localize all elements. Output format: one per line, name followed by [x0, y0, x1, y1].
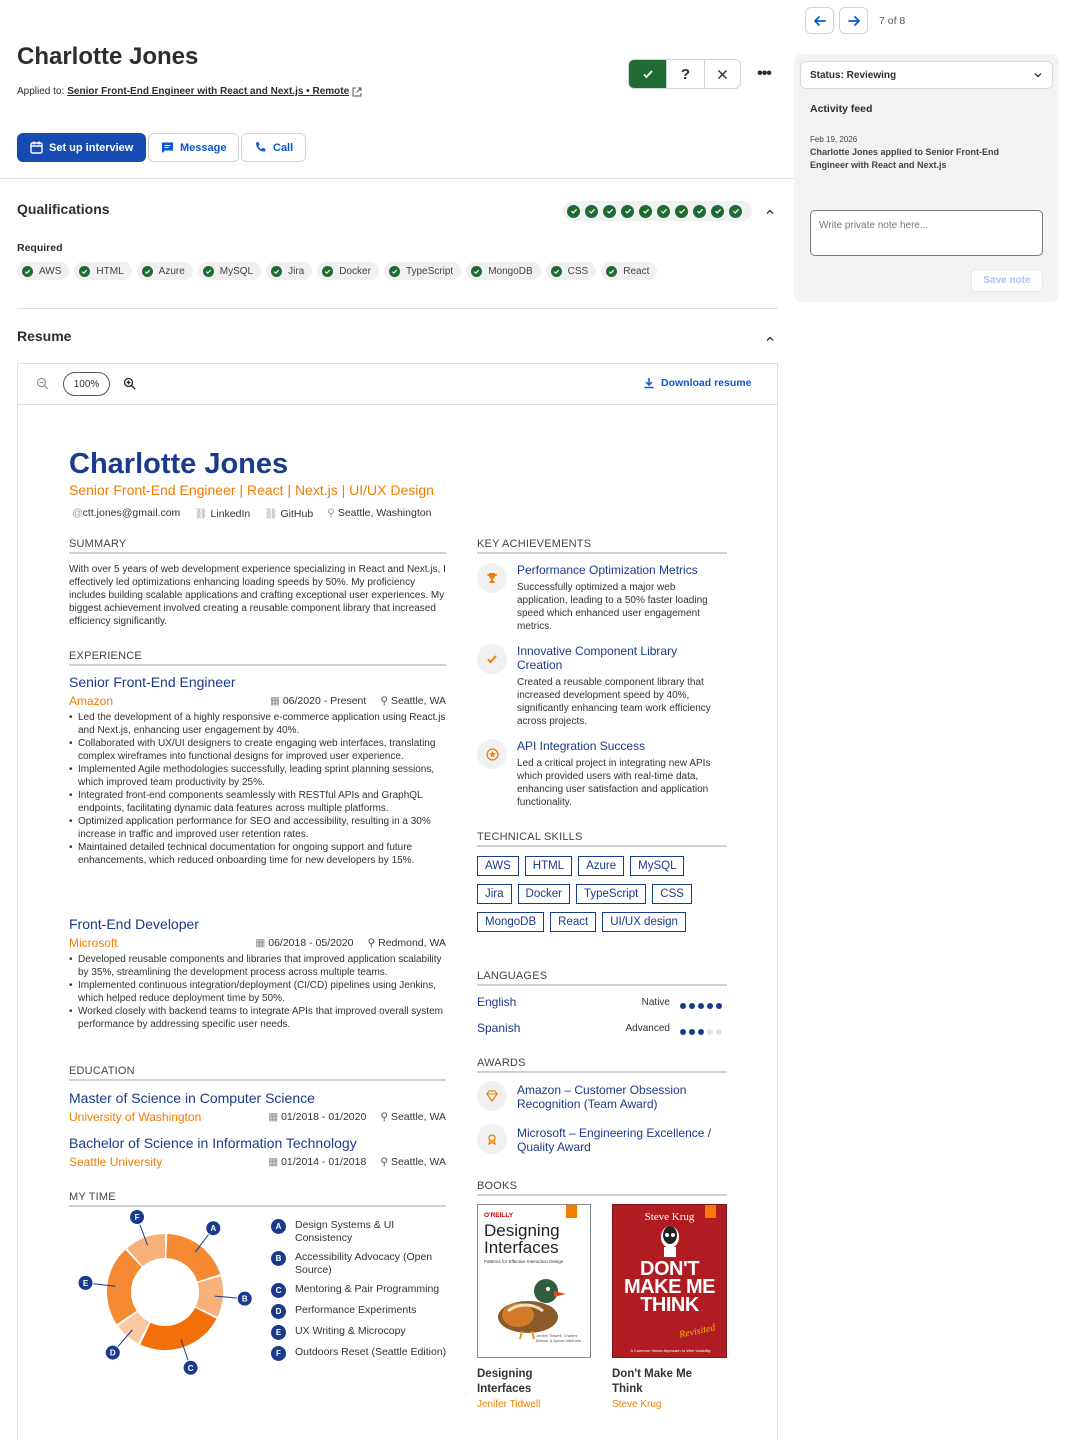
- qualification-met-icon: [603, 205, 616, 218]
- job-bullets: [69, 711, 446, 867]
- qualification-met-icon: [585, 205, 598, 218]
- skill-tag: TypeScript: [576, 884, 646, 904]
- qualification-label: MongoDB: [488, 265, 533, 277]
- download-resume-button[interactable]: [643, 377, 751, 389]
- mytime-legend-item: [271, 1283, 451, 1298]
- qualification-label: Docker: [339, 265, 371, 277]
- resume-email: ctt.jones@gmail.com: [82, 507, 181, 519]
- education-dates: 01/2014 - 01/2018: [281, 1156, 367, 1168]
- school-name: Seattle University: [69, 1155, 163, 1169]
- book-cover-subtitle: A Common Sense Approach to Web Usability: [630, 1348, 711, 1353]
- qualification-label: AWS: [39, 265, 62, 277]
- qualification-label: Jira: [288, 265, 305, 277]
- proficiency-dot: [716, 1003, 722, 1009]
- education-meta: [268, 1111, 446, 1123]
- achievement-desc: Led a critical project in integrating new APIs which provided users with real-time data, enhancing user satisfaction and application functionality.: [517, 758, 711, 808]
- check-circle-icon: [142, 266, 153, 277]
- achievements-heading: KEY ACHIEVEMENTS: [477, 538, 727, 554]
- applied-to-line: [17, 86, 362, 97]
- qualification-met-icon: [675, 205, 688, 218]
- book-cover-author: Steve Krug: [644, 1211, 695, 1223]
- language-name: Spanish: [477, 1021, 521, 1035]
- qualification-label: MySQL: [219, 265, 254, 277]
- email-item: [72, 507, 180, 520]
- mytime-legend-item: [271, 1251, 451, 1277]
- language-level: Native: [641, 997, 670, 1008]
- skill-tag: HTML: [525, 856, 572, 876]
- legend-letter-badge: A: [271, 1219, 286, 1234]
- job-title: Front-End Developer: [69, 916, 199, 932]
- applied-job-link[interactable]: Senior Front-End Engineer with React and Next.js • Remote: [67, 86, 350, 97]
- location-pin-icon: ⚲: [380, 1156, 389, 1168]
- skill-tag: React: [550, 912, 596, 932]
- qualification-met-icon: [711, 205, 724, 218]
- bookmark-icon: [566, 1205, 577, 1218]
- call-button[interactable]: [241, 133, 306, 162]
- qualification-label: CSS: [567, 265, 589, 277]
- job-meta: [270, 695, 446, 707]
- resume-toolbar-divider: [17, 404, 778, 405]
- award-title: Amazon – Customer Obsession Recognition (Team Award): [517, 1083, 687, 1111]
- books-heading: BOOKS: [477, 1180, 727, 1196]
- donut-label-letter: D: [109, 1348, 116, 1358]
- experience-heading: EXPERIENCE: [69, 650, 446, 666]
- qualification-chip: [384, 262, 461, 280]
- external-link-icon: [352, 87, 362, 97]
- job-location-item: [380, 695, 446, 707]
- legend-letter-badge: E: [271, 1325, 286, 1340]
- qualification-chip: [546, 262, 597, 280]
- job-location-item: [367, 937, 446, 949]
- qualification-label: React: [623, 265, 650, 277]
- achievement-title: Innovative Component Library Creation: [517, 644, 678, 672]
- resume-headline: Senior Front-End Engineer | React | Next.js | UI/UX Design: [69, 482, 434, 498]
- resume-linkedin: LinkedIn: [210, 508, 251, 520]
- at-icon: @: [72, 507, 83, 519]
- languages-heading: LANGUAGES: [477, 970, 727, 986]
- skill-tag: CSS: [652, 884, 692, 904]
- skill-tag: Docker: [518, 884, 570, 904]
- calendar-icon: ▦: [255, 937, 266, 949]
- qualification-met-icon: [693, 205, 706, 218]
- check-circle-icon: [389, 266, 400, 277]
- education-location: Seattle, WA: [390, 1156, 446, 1168]
- education-dates-item: [268, 1111, 366, 1123]
- education-location-item: [380, 1156, 446, 1168]
- job-bullet: • Integrated front-end components seamlessly with RESTful APIs and GraphQL endpoints, facilitating dynamic data features across multiple platforms.: [69, 789, 446, 815]
- donut-label-letter: B: [241, 1294, 248, 1304]
- star-badge-icon: [477, 739, 507, 769]
- job-location: Seattle, WA: [390, 695, 446, 707]
- activity-feed-title: Activity feed: [810, 103, 873, 115]
- calendar-icon: [30, 141, 43, 154]
- duck-illustration: [488, 1267, 568, 1342]
- zoom-out-icon: [36, 377, 49, 390]
- qualification-chip: [466, 262, 540, 280]
- school-name: University of Washington: [69, 1110, 202, 1124]
- qualification-chip: [137, 262, 193, 280]
- achievement-title: API Integration Success: [517, 739, 646, 753]
- calendar-icon: ▦: [268, 1111, 279, 1123]
- legend-label: Outdoors Reset (Seattle Edition): [295, 1346, 447, 1358]
- job-bullets: [69, 953, 446, 1031]
- message-icon: [161, 141, 174, 154]
- legend-letter-badge: B: [271, 1251, 286, 1266]
- side-panel: [794, 54, 1059, 302]
- chevron-up-icon: [765, 207, 775, 217]
- status-dropdown[interactable]: [800, 61, 1053, 89]
- question-icon: ?: [680, 65, 691, 83]
- legend-letter-badge: C: [271, 1283, 286, 1298]
- header-divider: [0, 178, 794, 179]
- setup-interview-label: Set up interview: [49, 141, 134, 154]
- job-title: Senior Front-End Engineer: [69, 674, 236, 690]
- github-item: [264, 507, 313, 520]
- link-icon: ⛓: [194, 508, 208, 520]
- donut-label-letter: C: [187, 1363, 194, 1373]
- achievement-item: [517, 644, 722, 728]
- book-cover-title: Designing Interfaces: [484, 1221, 560, 1257]
- skills-row: [477, 912, 727, 940]
- activity-date: Feb 19, 2026: [810, 135, 858, 144]
- book-title: Designing Interfaces: [477, 1368, 533, 1395]
- mytime-legend-item: [271, 1219, 451, 1245]
- close-icon: [717, 69, 728, 80]
- achievement-item: [517, 563, 722, 633]
- legend-letter-badge: D: [271, 1304, 286, 1319]
- qualification-met-icon: [567, 205, 580, 218]
- education-dates: 01/2018 - 01/2020: [281, 1111, 367, 1123]
- skill-tag: Azure: [578, 856, 624, 876]
- skill-tag: AWS: [477, 856, 519, 876]
- donut-slice-c: [140, 1308, 216, 1350]
- job-location: Redmond, WA: [378, 937, 446, 949]
- status-value: Status: Reviewing: [810, 69, 897, 81]
- book-cover-authors: Jenifer Tidwell, Charles Brewer & Aynne Valencia: [536, 1333, 581, 1343]
- book-cover-subtitle: Patterns for Effective Interaction Design: [484, 1259, 564, 1264]
- interested-button[interactable]: [629, 60, 666, 88]
- resume-title: Resume: [17, 328, 72, 344]
- skill-tag: UI/UX design: [602, 912, 686, 932]
- qualification-met-icon: [639, 205, 652, 218]
- mytime-heading: MY TIME: [69, 1191, 446, 1207]
- language-name: English: [477, 995, 517, 1009]
- summary-text: With over 5 years of web development experience specializing in React and Next.js, I effectively led optimizations enhancing loading speeds by 50%. My proficiency includes building scalable applications and crafting exceptional user experiences. My biggest achievement involved creating a reusable component library that increased efficiency significantly.: [69, 564, 446, 627]
- check-circle-icon: [322, 266, 333, 277]
- location-pin-icon: ⚲: [327, 507, 335, 519]
- proficiency-dot: [680, 1003, 686, 1009]
- legend-label: Accessibility Advocacy (Open Source): [295, 1251, 433, 1276]
- language-dots: [677, 996, 722, 1014]
- check-circle-icon: [203, 266, 214, 277]
- qualification-met-icon: [729, 205, 742, 218]
- job-bullet: • Collaborated with UX/UI designers to create engaging web interfaces, translating complex wireframes into functional designs for improved user experience.: [69, 737, 446, 763]
- book-cover-publisher: O'REILLY: [484, 1212, 514, 1219]
- resume-github: GitHub: [280, 508, 314, 520]
- legend-label: Mentoring & Pair Programming: [295, 1283, 440, 1295]
- qualification-met-icon: [657, 205, 670, 218]
- qualification-chips: [17, 262, 662, 280]
- reject-button[interactable]: [704, 60, 740, 88]
- zoom-out-button[interactable]: [36, 377, 49, 395]
- collapse-resume-button[interactable]: [765, 331, 775, 349]
- degree-title: Master of Science in Computer Science: [69, 1090, 315, 1106]
- check-icon: [642, 68, 654, 80]
- link-icon: ⛓: [264, 508, 278, 520]
- candidate-name: Charlotte Jones: [17, 43, 199, 70]
- book-title: Don't Make Me Think: [612, 1368, 693, 1395]
- job-dates: 06/2020 - Present: [282, 695, 367, 707]
- skills-row: [477, 884, 727, 912]
- mytime-legend-item: [271, 1304, 451, 1319]
- qualification-label: HTML: [96, 265, 124, 277]
- degree-title: Bachelor of Science in Information Technology: [69, 1135, 357, 1151]
- awards-heading: AWARDS: [477, 1057, 727, 1073]
- qualification-label: TypeScript: [405, 265, 454, 277]
- decision-group: [628, 59, 741, 89]
- qualification-chip: [317, 262, 379, 280]
- language-level: Advanced: [625, 1023, 670, 1034]
- collapse-qualifications-button[interactable]: [765, 204, 775, 222]
- achievement-item: [517, 739, 722, 809]
- message-button[interactable]: [148, 133, 239, 162]
- job-dates: 06/2018 - 05/2020: [268, 937, 354, 949]
- proficiency-dot: [680, 1029, 686, 1035]
- qualification-chip: [601, 262, 657, 280]
- legend-label: Design Systems & UI Consistency: [295, 1219, 395, 1244]
- location-item: [327, 507, 431, 520]
- diamond-icon: [477, 1081, 507, 1111]
- mytime-donut-chart: [69, 1210, 264, 1380]
- legend-label: UX Writing & Microcopy: [295, 1325, 406, 1337]
- location-pin-icon: ⚲: [380, 1111, 389, 1123]
- job-company: Microsoft: [69, 936, 118, 950]
- qualification-chip: [17, 262, 69, 280]
- achievement-desc: Created a reusable component library that increased development speed by 40%, significantly enhancing team work efficiency across projects.: [517, 677, 711, 727]
- download-resume-label: Download resume: [661, 377, 752, 389]
- job-meta: [255, 937, 446, 949]
- more-options-button[interactable]: [752, 64, 776, 84]
- education-heading: EDUCATION: [69, 1065, 446, 1081]
- location-pin-icon: ⚲: [367, 937, 376, 949]
- education-location: Seattle, WA: [390, 1111, 446, 1123]
- donut-label-letter: E: [82, 1278, 89, 1288]
- linkedin-item: [194, 507, 250, 520]
- required-label: Required: [17, 242, 63, 254]
- donut-label-letter: F: [134, 1213, 140, 1223]
- achievement-title: Performance Optimization Metrics: [517, 563, 698, 577]
- calendar-icon: ▦: [269, 695, 280, 707]
- proficiency-dot: [707, 1003, 713, 1009]
- arrow-right-icon: [847, 14, 861, 28]
- skills-heading: TECHNICAL SKILLS: [477, 831, 727, 847]
- check-circle-icon: [551, 266, 562, 277]
- qualification-chip: [198, 262, 261, 280]
- location-pin-icon: ⚲: [380, 695, 389, 707]
- maybe-button[interactable]: [666, 60, 703, 88]
- check-circle-icon: [22, 266, 33, 277]
- proficiency-dot: [716, 1029, 722, 1035]
- bookmark-icon: [705, 1205, 716, 1218]
- mytime-legend-item: [271, 1325, 451, 1340]
- achievement-desc: Successfully optimized a major web application, leading to a 50% faster loading speed which enhanced user engagement metrics.: [517, 582, 708, 632]
- donut-label-letter: A: [210, 1224, 217, 1234]
- activity-text: Charlotte Jones applied to Senior Front-End Engineer with React and Next.js: [810, 147, 1000, 170]
- job-bullet: • Maintained detailed technical documentation for ongoing support and future enhancements, which reduced onboarding time for new developers by 15%.: [69, 841, 446, 867]
- skills-row: [477, 856, 727, 884]
- job-bullet: • Led the development of a highly responsive e-commerce application using React.js and Next.js, enhancing user engagement by 40%.: [69, 711, 446, 737]
- skill-tag: Jira: [477, 884, 512, 904]
- book-author: Steve Krug: [612, 1399, 662, 1410]
- mytime-legend: [271, 1219, 451, 1361]
- qualifications-title: Qualifications: [17, 201, 110, 217]
- check-icon: [477, 644, 507, 674]
- check-circle-icon: [79, 266, 90, 277]
- book-cover-dont-make-me-think: [612, 1204, 727, 1358]
- legend-label: Performance Experiments: [295, 1304, 417, 1316]
- private-note-input[interactable]: Write private note here...: [810, 210, 1043, 256]
- book-author: Jenifer Tidwell: [477, 1399, 541, 1410]
- proficiency-dot: [698, 1003, 704, 1009]
- calendar-icon: ▦: [268, 1156, 279, 1168]
- qualification-met-icon: [621, 205, 634, 218]
- job-bullet: • Implemented continuous integration/deployment (CI/CD) pipelines using Jenkins, which helped reduce deployment time by 50%.: [69, 979, 446, 1005]
- job-bullet: • Optimized application performance for SEO and accessibility, resulting in a 30% increase in traffic and improved user retention rates.: [69, 815, 446, 841]
- check-circle-icon: [471, 266, 482, 277]
- job-dates-item: [255, 937, 353, 949]
- check-circle-icon: [271, 266, 282, 277]
- qualification-label: Azure: [158, 265, 185, 277]
- zoom-in-button[interactable]: [123, 377, 136, 395]
- book-cover-designing-interfaces: [477, 1204, 591, 1358]
- message-label: Message: [180, 141, 227, 154]
- resume-contact: [72, 507, 431, 520]
- summary-heading: SUMMARY: [69, 538, 446, 554]
- chevron-down-icon: [1033, 70, 1043, 80]
- download-icon: [643, 377, 655, 389]
- resume-location: Seattle, Washington: [337, 507, 432, 519]
- proficiency-dot: [689, 1003, 695, 1009]
- arrow-left-icon: [813, 14, 827, 28]
- legend-letter-badge: F: [271, 1346, 286, 1361]
- job-bullet: • Implemented Agile methodologies successfully, leading sprint planning sessions, which improved team productivity by 25%.: [69, 763, 446, 789]
- skill-tag: MySQL: [630, 856, 684, 876]
- save-note-button[interactable]: Save note: [971, 269, 1043, 292]
- previous-candidate-button[interactable]: [805, 7, 834, 34]
- call-label: Call: [273, 141, 294, 154]
- donut-slice-a: [166, 1234, 220, 1281]
- proficiency-dot: [707, 1029, 713, 1035]
- zoom-in-icon: [123, 377, 136, 390]
- job-dates-item: [270, 695, 366, 707]
- proficiency-dot: [698, 1029, 704, 1035]
- award-title: Microsoft – Engineering Excellence / Quality Award: [517, 1126, 712, 1154]
- proficiency-dot: [689, 1029, 695, 1035]
- book-cover-tag: Revisited: [678, 1322, 717, 1341]
- mytime-legend-item: [271, 1346, 451, 1361]
- more-icon: •••: [757, 65, 771, 82]
- education-dates-item: [268, 1156, 366, 1168]
- phone-icon: [254, 141, 267, 154]
- skill-tag: MongoDB: [477, 912, 544, 932]
- qualifications-divider: [17, 308, 778, 309]
- zoom-level[interactable]: 100%: [63, 372, 110, 396]
- language-dots: [677, 1022, 722, 1040]
- setup-interview-button[interactable]: [17, 133, 146, 162]
- job-bullet: • Developed reusable components and libraries that improved application scalability by 35%, streamlining the development process across multiple teams.: [69, 953, 446, 979]
- education-location-item: [380, 1111, 446, 1123]
- resume-name: Charlotte Jones: [69, 448, 289, 480]
- qualification-chip: [266, 262, 312, 280]
- trophy-icon: [477, 563, 507, 593]
- education-meta: [268, 1156, 446, 1168]
- job-company: Amazon: [69, 694, 114, 708]
- medal-icon: [477, 1124, 507, 1154]
- next-candidate-button[interactable]: [839, 7, 868, 34]
- thinker-illustration: [655, 1225, 685, 1257]
- book-cover-title: DON'T MAKE ME THINK: [624, 1258, 715, 1316]
- check-circle-icon: [606, 266, 617, 277]
- skills-list: [477, 856, 727, 940]
- chevron-up-icon: [765, 334, 775, 344]
- qualification-summary: [563, 201, 752, 221]
- applied-to-label: Applied to:: [17, 86, 65, 97]
- candidate-counter: 7 of 8: [879, 15, 906, 27]
- job-bullet: • Worked closely with backend teams to integrate APIs that improved overall system performance by addressing specific user needs.: [69, 1005, 446, 1031]
- qualification-chip: [74, 262, 131, 280]
